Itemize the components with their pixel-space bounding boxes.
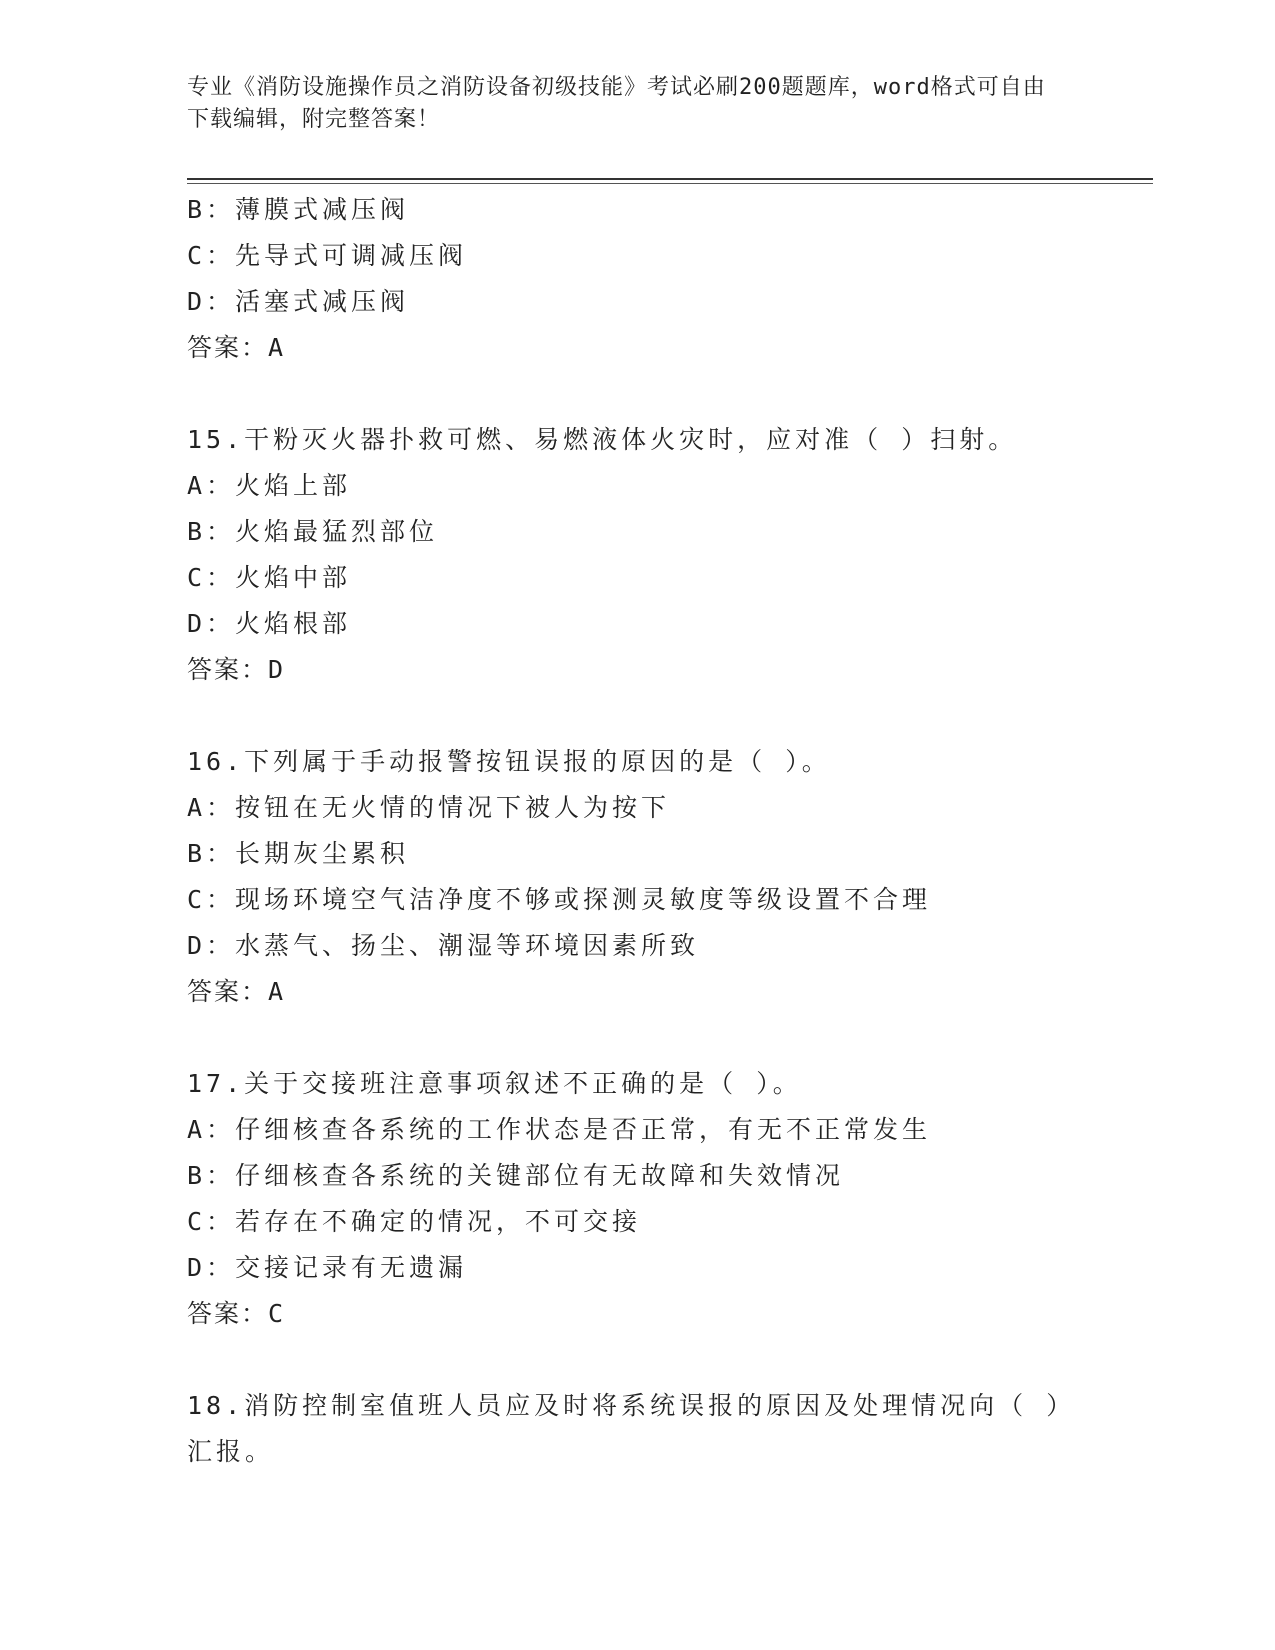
option-c: C：现场环境空气洁净度不够或探测灵敏度等级设置不合理: [187, 885, 932, 914]
option-c: C：先导式可调减压阀: [187, 241, 468, 270]
option-d: D：火焰根部: [187, 609, 352, 638]
option-a: A：仔细核查各系统的工作状态是否正常，有无不正常发生: [187, 1115, 932, 1144]
option-b: B：仔细核查各系统的关键部位有无故障和失效情况: [187, 1161, 845, 1190]
option-a: A：按钮在无火情的情况下被人为按下: [187, 793, 671, 822]
document-header: [187, 72, 1067, 136]
question-list: [187, 187, 1067, 1475]
option-b: B：长期灰尘累积: [187, 839, 410, 868]
answer: 答案：D: [187, 655, 286, 684]
option-b: B：火焰最猛烈部位: [187, 517, 439, 546]
option-a: A：火焰上部: [187, 471, 352, 500]
question-18: [187, 1383, 1067, 1475]
option-d: D：活塞式减压阀: [187, 287, 410, 316]
question-stem: 17.关于交接班注意事项叙述不正确的是（ ）。: [187, 1069, 802, 1098]
spacer: [187, 1337, 1067, 1383]
question-stem: 18.消防控制室值班人员应及时将系统误报的原因及处理情况向（ ）汇报。: [187, 1391, 1063, 1466]
answer: 答案：A: [187, 977, 286, 1006]
option-d: D：水蒸气、扬尘、潮湿等环境因素所致: [187, 931, 700, 960]
header-divider-thin: [187, 183, 1153, 184]
question-16: [187, 739, 1067, 1015]
option-d: D：交接记录有无遗漏: [187, 1253, 468, 1282]
answer: 答案：A: [187, 333, 286, 362]
option-c: C：火焰中部: [187, 563, 352, 592]
question-14-continued: [187, 187, 1067, 371]
option-c: C：若存在不确定的情况，不可交接: [187, 1207, 642, 1236]
header-text: 专业《消防设施操作员之消防设备初级技能》考试必刷200题题库，word格式可自由下载编辑，附完整答案！: [187, 75, 1046, 132]
question-stem: 16.下列属于手动报警按钮误报的原因的是（ ）。: [187, 747, 831, 776]
spacer: [187, 1015, 1067, 1061]
answer: 答案：C: [187, 1299, 286, 1328]
question-17: [187, 1061, 1067, 1337]
option-b: B：薄膜式减压阀: [187, 195, 410, 224]
question-15: [187, 417, 1067, 693]
spacer: [187, 371, 1067, 417]
header-divider: [187, 178, 1153, 180]
spacer: [187, 693, 1067, 739]
question-stem: 15.干粉灭火器扑救可燃、易燃液体火灾时，应对准（ ）扫射。: [187, 425, 1018, 454]
